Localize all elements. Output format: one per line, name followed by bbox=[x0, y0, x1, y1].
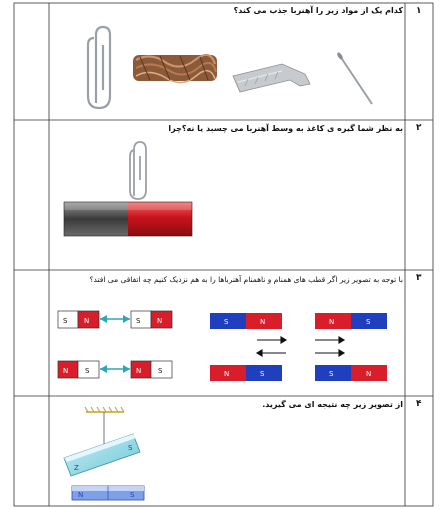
bar-magnet-image bbox=[64, 202, 192, 236]
magnet-pair-top-right bbox=[210, 313, 387, 329]
svg-text:Z: Z bbox=[74, 464, 79, 472]
svg-text:N: N bbox=[260, 318, 266, 326]
question-number-3: ۳ bbox=[416, 273, 422, 283]
question-text-2: به نظر شما گیره ی کاغذ به وسط آهنربا می چسبد یا نه؟چرا bbox=[168, 124, 403, 133]
svg-text:N: N bbox=[224, 370, 230, 378]
question-number-1: ۱ bbox=[416, 6, 422, 16]
question-number-4: ۴ bbox=[416, 399, 422, 409]
svg-text:N: N bbox=[136, 367, 142, 375]
question-text-4: از تصویر زیر چه نتیجه ای می گیرید. bbox=[262, 400, 403, 409]
svg-text:S: S bbox=[158, 367, 163, 375]
svg-text:S: S bbox=[260, 370, 265, 378]
svg-text:S: S bbox=[329, 370, 334, 378]
svg-text:N: N bbox=[157, 317, 163, 325]
svg-text:S: S bbox=[366, 318, 371, 326]
magnet-pair-bottom-left bbox=[58, 361, 172, 378]
svg-text:N: N bbox=[329, 318, 335, 326]
svg-text:S: S bbox=[128, 444, 133, 452]
arrows-middle bbox=[257, 337, 344, 356]
magnet-label: S bbox=[63, 317, 68, 325]
svg-text:N: N bbox=[366, 370, 372, 378]
magnet-pair-bottom-right bbox=[210, 365, 387, 381]
magnet-pair-top-left bbox=[58, 311, 172, 328]
paperclip-small-image bbox=[130, 142, 146, 199]
question-number-2: ۲ bbox=[416, 123, 422, 133]
worksheet-table bbox=[14, 3, 433, 506]
iron-nail-image bbox=[336, 52, 372, 104]
question-text-3: با توجه به تصویر زیر اگر قطب های همنام و ناهمنام آهنرباها را به هم نزدیک کنیم چه اتفاقی می افتد؟ bbox=[89, 275, 403, 284]
copper-wire-image bbox=[133, 55, 217, 83]
paperclip-image bbox=[88, 27, 110, 108]
aluminium-strip-image bbox=[233, 64, 310, 92]
svg-text:S: S bbox=[224, 318, 229, 326]
blue-bar-magnet-image bbox=[72, 486, 144, 500]
svg-text:N: N bbox=[78, 491, 84, 499]
svg-text:S: S bbox=[136, 317, 141, 325]
question-text-1: کدام یک از مواد زیر را آهنربا جذب می کند؟ bbox=[233, 6, 403, 15]
suspended-magnet-image bbox=[64, 407, 140, 476]
svg-text:S: S bbox=[85, 367, 90, 375]
svg-text:S: S bbox=[130, 491, 135, 499]
svg-text:N: N bbox=[84, 317, 90, 325]
svg-text:N: N bbox=[63, 367, 69, 375]
